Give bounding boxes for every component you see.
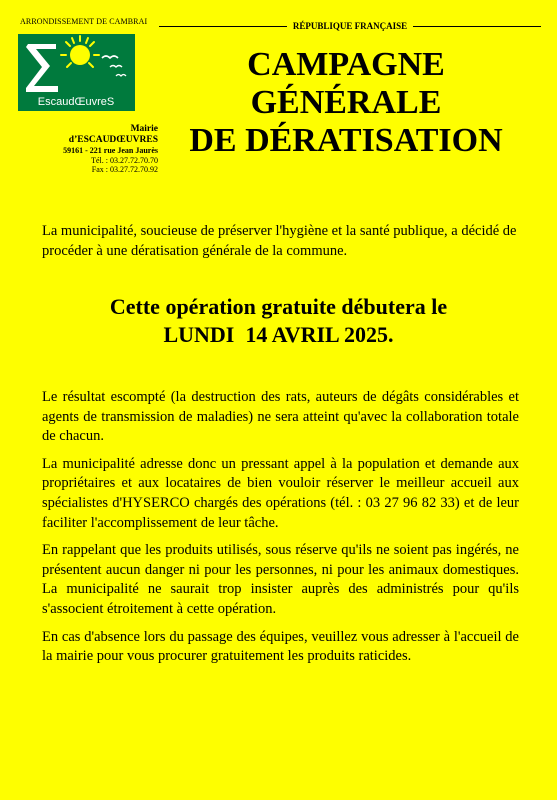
- mairie-address: 59161 - 221 rue Jean Jaurès: [63, 146, 158, 155]
- title-line-2: GÉNÉRALE: [250, 84, 442, 121]
- logo-text: EscaudŒuvreS: [37, 96, 115, 108]
- title-line-3: DE DÉRATISATION: [189, 122, 503, 159]
- mairie-label: Mairie: [130, 124, 158, 134]
- headline-date: LUNDI 14 AVRIL 2025.: [163, 322, 394, 347]
- mairie-address-block: [22, 124, 158, 175]
- intro-paragraph: La municipalité, soucieuse de préserver l'hygiène et la santé publique, a décidé de procéder à une dératisation générale de la commune.: [42, 223, 517, 259]
- republique-label: RÉPUBLIQUE FRANÇAISE: [287, 21, 413, 31]
- mairie-fax: Fax : 03.27.72.70.92: [91, 165, 158, 174]
- republique-banner: [159, 21, 541, 31]
- mairie-name: d’ESCAUDŒUVRES: [68, 135, 158, 145]
- body-paragraph-1: Le résultat escompté (la destruction des rats, auteurs de dégâts considérables et agents de transmission de maladies) ne sera atteint qu'avec la collaboration totale de chacun.: [42, 389, 519, 445]
- body-paragraph-2: La municipalité adresse donc un pressant appel à la population et demande aux propriétaires et aux locataires de bien vouloir réserver le meilleur accueil aux spécialistes d'HYSERCO chargés des opérations (tél. : 03 27 96 82 33) et de leur faciliter l'accomplissement de leur tâche.: [42, 455, 519, 531]
- mairie-tel: Tél. : 03.27.72.70.70: [91, 155, 158, 165]
- body-paragraph-3: En rappelant que les produits utilisés, sous réserve qu'ils ne soient pas ingérés, ne présentent aucun danger ni pour les personnes, ni pour les animaux domestiques. La municipalité ne saurait trop insister auprès des administrés pour qu'ils s'associent étroitement à cette opération.: [42, 542, 519, 617]
- escaudoeuvres-logo: [18, 34, 135, 111]
- body-text: [42, 388, 519, 675]
- arrondissement-label: ARRONDISSEMENT DE CAMBRAI: [20, 17, 148, 26]
- body-paragraph-4: En cas d'absence lors du passage des équipes, veuillez vous adresser à l'accueil de la mairie pour vous procurer gratuitement les produits raticides.: [42, 628, 519, 665]
- title-line-1: CAMPAGNE: [247, 46, 445, 83]
- page-title: [150, 46, 542, 160]
- headline-line-1: Cette opération gratuite débutera le: [109, 294, 448, 319]
- start-date-headline: [40, 293, 517, 349]
